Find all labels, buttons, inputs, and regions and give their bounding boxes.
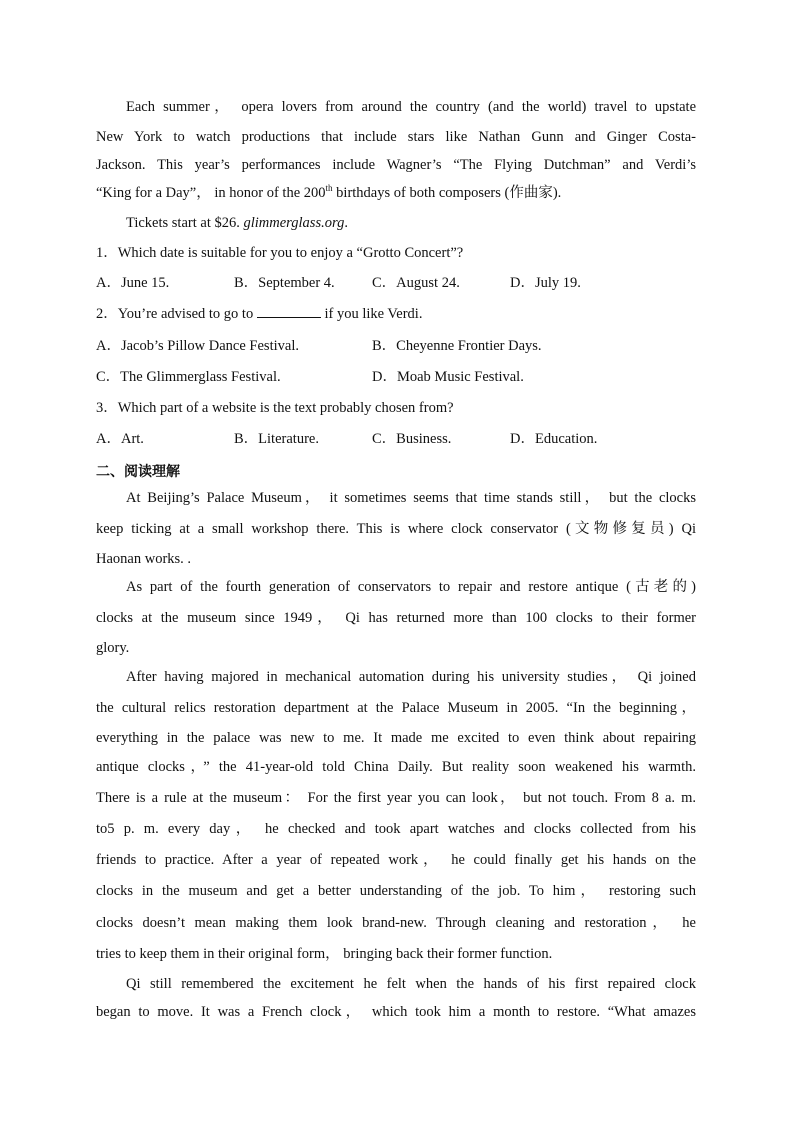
tickets-period: . [344, 215, 348, 231]
passage1-text: “King for a Day”， in honor of the 200 [96, 185, 326, 201]
passage2-line: clocks in the museum and get a better understanding of the job. To him， restoring such [96, 883, 696, 899]
passage1-line: Jackson. This year’s performances include Wagner’s “The Flying Dutchman” and Verdi’s [96, 157, 696, 173]
passage1-line: Each summer， opera lovers from around the country (and the world) travel to upstate [126, 99, 696, 115]
q2-option-c: C．The Glimmerglass Festival. [96, 369, 281, 385]
q2-stem-after: if you like Verdi. [320, 306, 423, 322]
q2-option-d: D．Moab Music Festival. [372, 369, 524, 385]
website-text: glimmerglass.org [243, 215, 345, 231]
passage2-line: Haonan works. . [96, 551, 192, 567]
passage2-line: antique clocks，” the 41-year-old told China Daily. But reality soon weakened his warmth. [96, 759, 696, 775]
passage2-line: everything in the palace was new to me. It made me excited to even think about repairing [96, 730, 696, 746]
q3-option-a: A．Art. [96, 431, 144, 447]
q3-option-d: D．Education. [510, 431, 598, 447]
passage2-line: began to move. It was a French clock， which took him a month to restore. “What amazes [96, 1004, 696, 1020]
passage1-line: New York to watch productions that include stars like Nathan Gunn and Ginger Costa- [96, 129, 696, 145]
q2-option-a: A．Jacob’s Pillow Dance Festival. [96, 338, 299, 354]
q3-option-c: C．Business. [372, 431, 452, 447]
passage2-line: to5 p. m. every day， he checked and took apart watches and clocks collected from his [96, 821, 696, 837]
q1-option-c: C．August 24. [372, 275, 460, 291]
passage1-line [96, 184, 696, 202]
section-heading: 二、阅读理解 [96, 464, 180, 480]
passage2-line: clocks doesn’t mean making them look brand-new. Through cleaning and restoration， he [96, 915, 696, 931]
passage2-line: After having majored in mechanical automation during his university studies， Qi joined [126, 669, 696, 685]
passage2-line: clocks at the museum since 1949， Qi has returned more than 100 clocks to their former [96, 610, 696, 626]
passage1-text: birthdays of both composers (作曲家). [332, 185, 562, 201]
superscript-th: th [325, 183, 333, 194]
passage2-line: keep ticking at a small workshop there. This is where clock conservator (文物修复员) Qi [96, 521, 696, 537]
q2-stem-before: 2．You’re advised to go to [96, 306, 257, 322]
tickets-line [126, 214, 696, 232]
q3-option-b: B．Literature. [234, 431, 319, 447]
passage2-line: tries to keep them in their original form， bringing back their former function. [96, 946, 553, 962]
passage2-line: Qi still remembered the excitement he felt when the hands of his first repaired clock [126, 976, 696, 992]
question-1-stem: 1．Which date is suitable for you to enjoy a “Grotto Concert”? [96, 245, 464, 261]
passage2-line: There is a rule at the museum： For the first year you can look， but not touch. From 8 a. m. [96, 790, 696, 806]
q1-option-a: A．June 15. [96, 275, 170, 291]
q1-option-b: B．September 4. [234, 275, 335, 291]
passage2-line: As part of the fourth generation of conservators to repair and restore antique (古老的) [126, 579, 696, 595]
passage2-line: glory. [96, 640, 130, 656]
passage2-line: friends to practice. After a year of repeated work， he could finally get his hands on the [96, 852, 696, 868]
tickets-text: Tickets start at $26. [126, 215, 244, 231]
q1-option-d: D．July 19. [510, 275, 581, 291]
question-2-stem [96, 305, 696, 323]
passage2-line: the cultural relics restoration department at the Palace Museum in 2005. “In the beginning， [96, 700, 696, 716]
q2-option-b: B．Cheyenne Frontier Days. [372, 338, 542, 354]
passage2-line: At Beijing’s Palace Museum， it sometimes seems that time stands still， but the clocks [126, 490, 696, 506]
answer-blank [257, 305, 321, 318]
question-3-stem: 3．Which part of a website is the text probably chosen from? [96, 400, 454, 416]
